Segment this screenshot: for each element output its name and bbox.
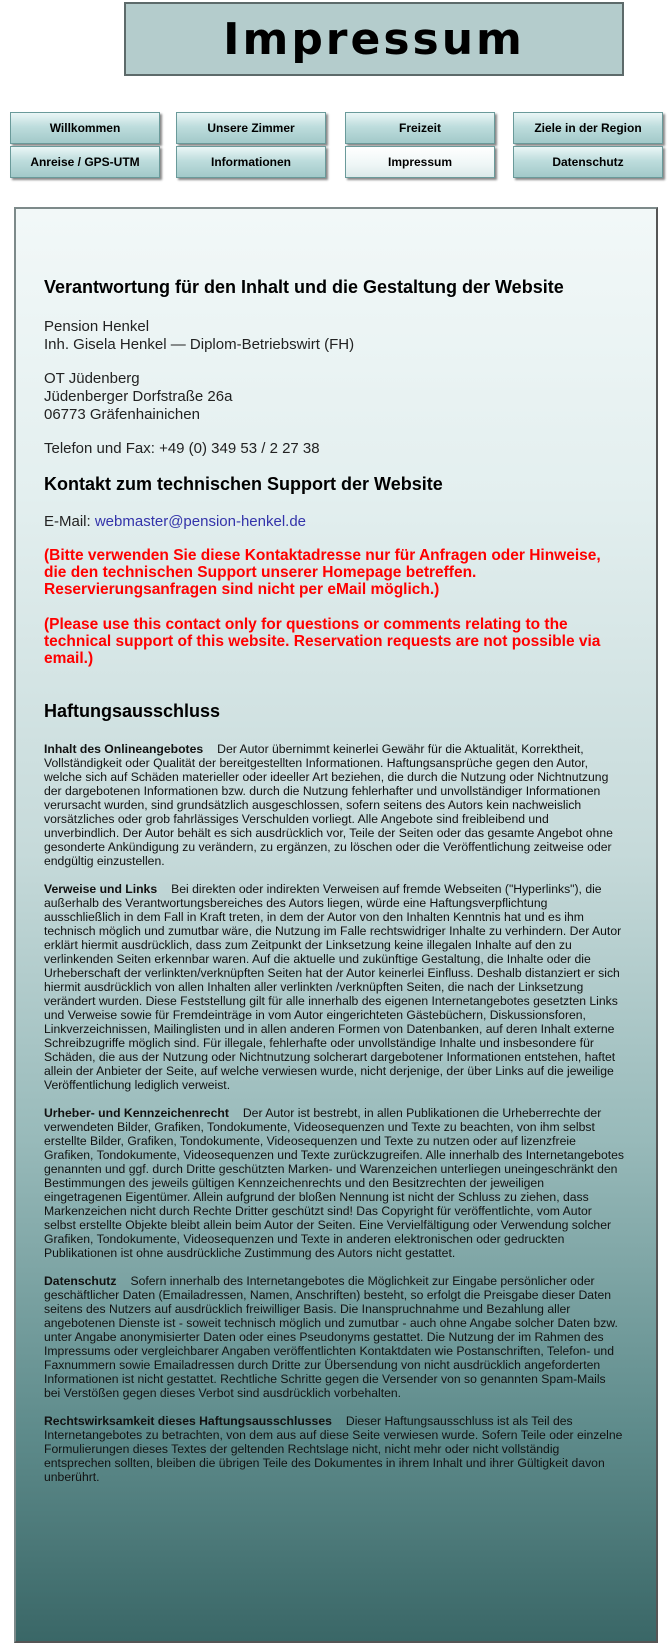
disclaimer-section (44, 1106, 624, 1260)
section-title: Datenschutz (44, 1274, 117, 1288)
disclaimer-section (44, 1414, 624, 1484)
section-text: Der Autor ist bestrebt, in allen Publikationen die Urheberrechte der verwendeten Bilder, Grafiken, Tondokumente, Videosequenzen und Texte zu beachten, von ihm selbst erstellte Bilder, Grafiken, Tondokumente, Videosequenzen und Texte zu nutzen oder auf lizenzfreie Grafiken, Tondokumente, Videosequenzen und Texte zurückzugreifen. Alle innerhalb des Internetangebotes genannten und ggf. durch Dritte geschützten Marken- und Warenzeichen unterliegen uneingeschränkt den Bestimmungen des jeweils gültigen Kennzeichenrechts und den Besitzrechten der jeweiligen eingetragenen Eigentümer. Allein aufgrund der bloßen Nennung ist nicht der Schluss zu ziehen, dass Markenzeichen nicht durch Rechte Dritter geschützt sind! Das Copyright für veröffentlichte, vom Autor selbst erstellte Objekte bleibt allein beim Autor der Seiten. Eine Vervielfältigung oder Verwendung solcher Grafiken, Tondokumente, Videosequenzen und Texte in anderen elektronischen oder gedruckten Publikationen ist ohne ausdrückliche Zustimmung des Autors nicht gestattet. (44, 1106, 624, 1260)
responsible-heading: Verantwortung für den Inhalt und die Gestaltung der Website (44, 277, 564, 297)
support-heading: Kontakt zum technischen Support der Website (44, 474, 443, 494)
section-text: Bei direkten oder indirekten Verweisen auf fremde Webseiten ("Hyperlinks"), die außerhalb des Verantwortungsbereiches des Autors liegen, würde eine Haftungsverpflichtung ausschließlich in dem Fall in Kraft treten, in dem der Autor von den Inhalten Kenntnis hat und es ihm technisch möglich und zumutbar wäre, die Nutzung im Falle rechtswidriger Inhalte zu verhindern. Der Autor erklärt hiermit ausdrücklich, dass zum Zeitpunkt der Linksetzung keine illegalen Inhalte auf den zu verlinkenden Seiten erkennbar waren. Auf die aktuelle und zukünftige Gestaltung, die Inhalte oder die Urheberschaft der verlinkten/verknüpften Seiten hat der Autor keinerlei Einfluss. Deshalb distanziert er sich hiermit ausdrücklich von allen Inhalten aller verlinkten /verknüpften Seiten, die nach der Linksetzung verändert wurden. Diese Feststellung gilt für alle innerhalb des eigenen Internetangebotes gesetzten Links und Verweise sowie für Fremdeinträge in vom Autor eingerichteten Gästebüchern, Diskussionsforen, Linkverzeichnissen, Mailinglisten und in allen anderen Formen von Datenbanken, auf deren Inhalt externe Schreibzugriffe möglich sind. Für illegale, fehlerhafte oder unvollständige Inhalte und insbesondere für Schäden, die aus der Nutzung oder Nichtnutzung solcherart dargebotener Informationen entstehen, haftet allein der Anbieter der Seite, auf welche verwiesen wurde, nicht derjenige, der über Links auf die jeweilige Veröffentlichung lediglich verweist. (44, 882, 622, 1092)
section-text: Dieser Haftungsausschluss ist als Teil des Internetangebotes zu betrachten, von dem aus auf diese Seite verwiesen wurde. Sofern Teile oder einzelne Formulierungen dieses Textes der geltenden Rechtslage nicht, nicht mehr oder nicht vollständig entsprechen sollten, bleiben die übrigen Teile des Dokumentes in ihrem Inhalt und ihrer Gültigkeit davon unberührt. (44, 1414, 623, 1484)
section-title: Inhalt des Onlineangebotes (44, 742, 204, 756)
content-area (44, 277, 624, 1484)
support-notice-de: (Bitte verwenden Sie diese Kontaktadresse nur für Anfragen oder Hinweise, die den technischen Support unserer Homepage betreffen. Reservierungsanfragen sind nicht per eMail möglich.) (44, 547, 601, 598)
address-street: Jüdenberger Dorfstraße 26a (44, 388, 233, 405)
phone-fax: Telefon und Fax: +49 (0) 349 53 / 2 27 38 (44, 440, 320, 457)
nav-informationen[interactable]: Informationen (176, 146, 326, 178)
section-title: Urheber- und Kennzeichenrecht (44, 1106, 229, 1120)
section-text: Sofern innerhalb des Internetangebotes die Möglichkeit zur Eingabe persönlicher oder geschäftlicher Daten (Emailadressen, Namen, Anschriften) besteht, so erfolgt die Preisgabe dieser Daten seitens des Nutzers auf ausdrücklich freiwilliger Basis. Die Inanspruchnahme und Bezahlung aller angebotenen Dienste ist - soweit technisch möglich und zumutbar - auch ohne Angabe solcher Daten bzw. unter Angabe anonymisierter Daten oder eines Pseudonyms gestattet. Die Nutzung der im Rahmen des Impressums oder vergleichbarer Angaben veröffentlichten Kontaktdaten wie Postanschriften, Telefon- und Faxnummern sowie Emailadressen durch Dritte zur Übersendung von nicht ausdrücklich angeforderten Informationen ist nicht gestattet. Rechtliche Schritte gegen die Versender von so genannten Spam-Mails bei Verstößen gegen dieses Verbot sind ausdrücklich vorbehalten. (44, 1274, 618, 1400)
address-district: OT Jüdenberg (44, 370, 140, 387)
address-city: 06773 Gräfenhainichen (44, 406, 200, 423)
section-title: Verweise und Links (44, 882, 158, 896)
disclaimer-section (44, 882, 624, 1092)
owner-line: Inh. Gisela Henkel — Diplom-Betriebswirt (FH) (44, 336, 355, 353)
disclaimer-section (44, 1274, 624, 1400)
nav-freizeit[interactable]: Freizeit (345, 112, 495, 144)
nav-datenschutz[interactable]: Datenschutz (513, 146, 663, 178)
section-title: Rechtswirksamkeit dieses Haftungsausschlusses (44, 1414, 332, 1428)
support-notice-en: (Please use this contact only for questions or comments relating to the technical support of this website. Reservation requests are not possible via email.) (44, 616, 601, 667)
email-line (44, 513, 624, 531)
email-link[interactable]: webmaster@pension-henkel.de (94, 513, 307, 530)
nav-unsere-zimmer[interactable]: Unsere Zimmer (176, 112, 326, 144)
page-banner (124, 2, 624, 76)
nav-willkommen[interactable]: Willkommen (10, 112, 160, 144)
disclaimer-section (44, 742, 624, 868)
business-name: Pension Henkel (44, 318, 150, 335)
disclaimer-heading: Haftungsausschluss (44, 701, 221, 721)
email-label: E-Mail: (44, 513, 95, 530)
page-title: Impressum (223, 13, 525, 65)
section-text: Der Autor übernimmt keinerlei Gewähr für die Aktualität, Korrektheit, Vollständigkeit oder Qualität der bereitgestellten Informationen. Haftungsansprüche gegen den Autor, welche sich auf Schäden materieller oder ideeller Art beziehen, die durch die Nutzung oder Nichtnutzung der dargebotenen Informationen bzw. durch die Nutzung fehlerhafter und unvollständiger Informationen verursacht wurden, sind grundsätzlich ausgeschlossen, sofern seitens des Autors kein nachweislich vorsätzliches oder grob fahrlässiges Verschulden vorliegt. Alle Angebote sind freibleibend und unverbindlich. Der Autor behält es sich ausdrücklich vor, Teile der Seiten oder das gesamte Angebot ohne gesonderte Ankündigung zu verändern, zu ergänzen, zu löschen oder die Veröffentlichung zeitweise oder endgültig einzustellen. (44, 742, 613, 868)
nav-ziele-region[interactable]: Ziele in der Region (513, 112, 663, 144)
nav-anreise[interactable]: Anreise / GPS-UTM (10, 146, 160, 178)
nav-impressum[interactable]: Impressum (345, 146, 495, 178)
